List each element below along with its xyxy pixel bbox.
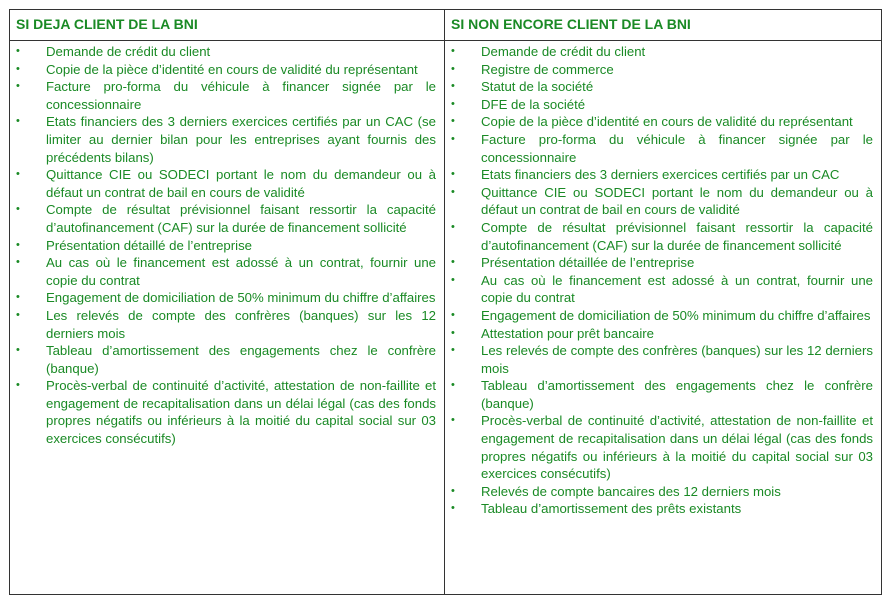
list-item-text: Quittance CIE ou SODECI portant le nom du demandeur ou à défaut un contrat de bail en cours de validité: [481, 184, 873, 218]
list-item-text: Copie de la pièce d’identité en cours de validité du représentant: [46, 61, 418, 77]
list-item: [445, 113, 881, 131]
bullet-icon: •: [451, 414, 455, 427]
existing-client-document-list: [10, 41, 444, 448]
bullet-icon: •: [451, 326, 455, 339]
bullet-icon: •: [451, 132, 455, 145]
list-item: [445, 166, 881, 184]
list-item-text: Procès-verbal de continuité d’activité, attestation de non-faillite et engagement de recapitalisation dans un délai légal (cas des fonds propres négatifs ou inférieurs à la moitié du capital social sur 03 exercices consécutifs): [481, 413, 873, 482]
list-item-text: Procès-verbal de continuité d’activité, attestation de non-faillite et engagement de recapitalisation dans un délai légal (cas des fonds propres négatifs ou inférieurs à la moitié du capital social sur 03 exercices consécutifs): [46, 378, 436, 447]
list-item-text: Compte de résultat prévisionnel faisant ressortir la capacité d’autofinancement (CAF) sur la durée de financement sollicité: [481, 219, 873, 253]
bullet-icon: •: [451, 62, 455, 75]
bullet-icon: •: [451, 308, 455, 321]
bullet-icon: •: [451, 185, 455, 198]
bullet-icon: •: [451, 45, 455, 57]
list-item: [445, 483, 881, 501]
bullet-icon: •: [16, 379, 20, 392]
requirements-table: [9, 9, 882, 595]
list-item: [445, 272, 881, 307]
list-item: [445, 412, 881, 482]
bullet-icon: •: [16, 80, 20, 93]
bullet-icon: •: [16, 291, 20, 304]
list-item-text: Présentation détaillée de l’entreprise: [481, 255, 695, 271]
list-item: [10, 307, 444, 342]
bullet-icon: •: [451, 115, 455, 128]
list-item-text: Au cas où le financement est adossé à un contrat, fournir une copie du contrat: [46, 255, 436, 288]
list-item: [10, 61, 444, 79]
list-item-text: Les relevés de compte des confrères (banques) sur les 12 derniers mois: [46, 307, 436, 341]
bullet-icon: •: [16, 256, 20, 269]
bullet-icon: •: [16, 308, 20, 321]
new-client-column: [445, 41, 881, 594]
list-item: [10, 78, 444, 113]
list-item-text: Au cas où le financement est adossé à un contrat, fournir une copie du contrat: [481, 272, 873, 306]
bullet-icon: •: [16, 168, 20, 181]
list-item: [10, 342, 444, 377]
bullet-icon: •: [451, 168, 455, 181]
list-item: [445, 96, 881, 114]
bullet-icon: •: [451, 484, 455, 497]
list-item: [445, 254, 881, 272]
bullet-icon: •: [16, 344, 20, 357]
list-item: [10, 289, 444, 307]
list-item: [445, 43, 881, 61]
list-item: [445, 325, 881, 343]
list-item-text: Registre de commerce: [481, 61, 614, 77]
list-item: [10, 43, 444, 61]
list-item: [10, 254, 444, 289]
list-item-text: DFE de la société: [481, 96, 586, 112]
list-item-text: Copie de la pièce d’identité en cours de validité du représentant: [481, 114, 853, 130]
list-item-text: Facture pro-forma du véhicule à financer signée par le concessionnaire: [481, 131, 873, 165]
list-item: [445, 500, 881, 518]
list-item: [445, 78, 881, 96]
list-item: [445, 61, 881, 79]
list-item: [10, 201, 444, 236]
list-item-text: Présentation détaillé de l’entreprise: [46, 237, 252, 253]
list-item-text: Etats financiers des 3 derniers exercices certifiés par un CAC (se limiter au dernier bilan pour les entreprises ayant fournis des précédents bilans): [46, 114, 436, 165]
bullet-icon: •: [16, 203, 20, 216]
bullet-icon: •: [16, 115, 20, 128]
list-item-text: Engagement de domiciliation de 50% minimum du chiffre d’affaires: [46, 290, 436, 306]
list-item: [445, 307, 881, 325]
list-item-text: Statut de la société: [481, 79, 594, 95]
list-item: [445, 219, 881, 254]
list-item: [445, 377, 881, 412]
list-item-text: Engagement de domiciliation de 50% minimum du chiffre d’affaires: [481, 307, 871, 323]
bullet-icon: •: [16, 62, 20, 75]
list-item-text: Quittance CIE ou SODECI portant le nom du demandeur ou à défaut un contrat de bail en cours de validité: [46, 167, 436, 200]
list-item: [10, 237, 444, 255]
bullet-icon: •: [451, 344, 455, 357]
list-item-text: Compte de résultat prévisionnel faisant ressortir la capacité d’autofinancement (CAF) sur la durée de financement sollicité: [46, 202, 436, 235]
list-item-text: Demande de crédit du client: [46, 44, 211, 59]
list-item: [445, 342, 881, 377]
column-header-new-client: SI NON ENCORE CLIENT DE LA BNI: [445, 10, 881, 41]
list-item-text: Tableau d’amortissement des engagements chez le confrère (banque): [481, 378, 873, 411]
bullet-icon: •: [451, 273, 455, 286]
list-item-text: Tableau d’amortissement des engagements chez le confrère (banque): [46, 343, 436, 376]
list-item-text: Tableau d’amortissement des prêts existants: [481, 501, 742, 517]
bullet-icon: •: [16, 45, 20, 57]
list-item: [445, 131, 881, 166]
list-item-text: Les relevés de compte des confrères (banques) sur les 12 derniers mois: [481, 343, 873, 376]
bullet-icon: •: [451, 256, 455, 269]
existing-client-column: [10, 41, 445, 594]
list-item-text: Relevés de compte bancaires des 12 derniers mois: [481, 483, 781, 499]
list-item: [10, 377, 444, 447]
list-item-text: Etats financiers des 3 derniers exercices certifiés par un CAC: [481, 167, 840, 183]
list-item-text: Facture pro-forma du véhicule à financer signée par le concessionnaire: [46, 79, 436, 112]
list-item-text: Attestation pour prêt bancaire: [481, 325, 655, 341]
list-item: [10, 113, 444, 166]
list-item: [445, 184, 881, 219]
column-header-existing-client: SI DEJA CLIENT DE LA BNI: [10, 10, 445, 41]
list-item: [10, 166, 444, 201]
bullet-icon: •: [451, 80, 455, 93]
new-client-document-list: [445, 41, 881, 518]
list-item-text: Demande de crédit du client: [481, 44, 646, 59]
bullet-icon: •: [451, 220, 455, 233]
bullet-icon: •: [16, 238, 20, 251]
bullet-icon: •: [451, 502, 455, 515]
bullet-icon: •: [451, 97, 455, 110]
bullet-icon: •: [451, 379, 455, 392]
